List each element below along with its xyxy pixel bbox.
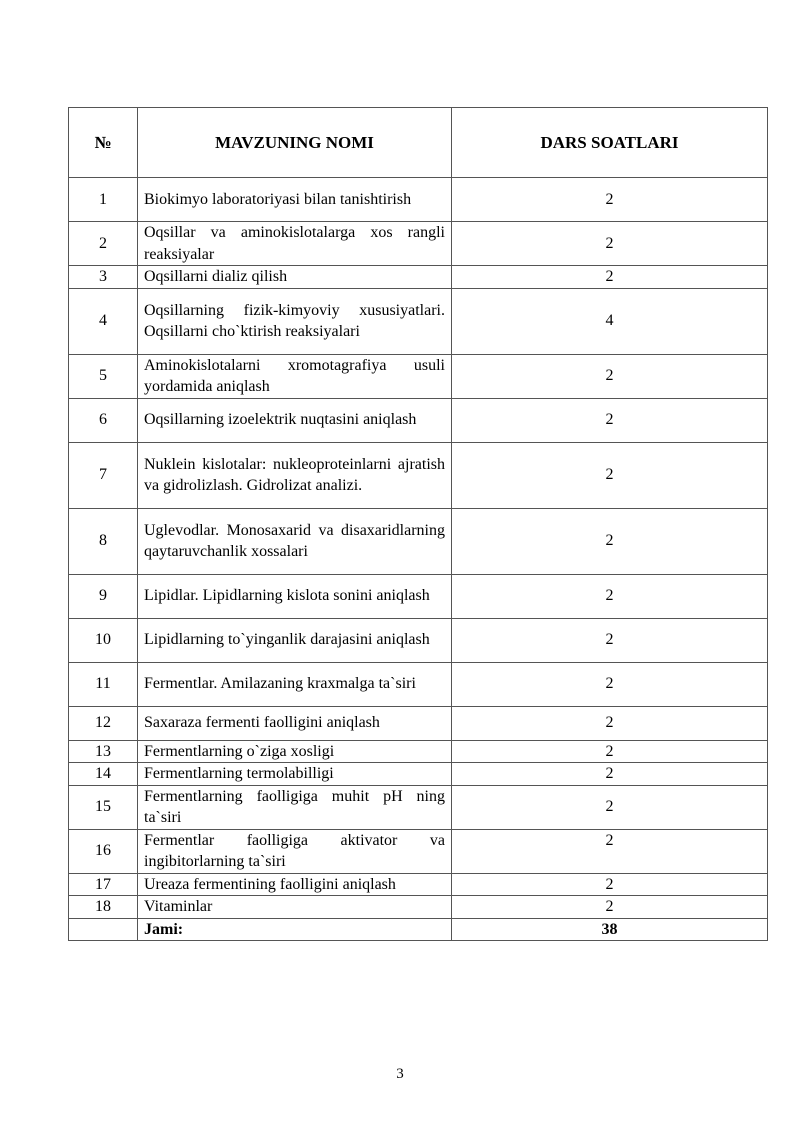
table-row [69,740,768,763]
row-hours: 2 [452,662,768,706]
table-row [69,618,768,662]
total-number-cell [69,918,138,941]
header-hours: DARS SOATLARI [452,108,768,178]
row-topic: Lipidlar. Lipidlarning kislota sonini aniqlash [138,574,452,618]
row-topic: Saxaraza fermenti faolligini aniqlash [138,706,452,740]
page-number: 3 [396,1066,404,1082]
table-row [69,706,768,740]
row-number: 12 [69,706,138,740]
row-hours: 2 [452,266,768,289]
row-hours: 2 [452,574,768,618]
topics-table [68,107,768,941]
row-hours: 2 [452,354,768,398]
row-topic: Biokimyo laboratoriyasi bilan tanishtirish [138,178,452,222]
table-row [69,662,768,706]
row-topic: Oqsillarning fizik-kimyoviy xususiyatlari. Oqsillarni cho`ktirish reaksiyalari [138,288,452,354]
row-hours: 4 [452,288,768,354]
row-topic: Fermentlarning o`ziga xosligi [138,740,452,763]
total-hours: 38 [452,918,768,941]
table-row [69,398,768,442]
row-number: 17 [69,873,138,896]
row-hours: 2 [452,222,768,266]
table-header-row [69,108,768,178]
row-number: 13 [69,740,138,763]
row-topic: Oqsillarni dializ qilish [138,266,452,289]
row-hours: 2 [452,785,768,829]
table-row [69,222,768,266]
row-topic: Fermentlarning termolabilligi [138,763,452,786]
header-number: № [69,108,138,178]
table-row [69,574,768,618]
row-number: 7 [69,442,138,508]
table-row [69,896,768,919]
row-number: 11 [69,662,138,706]
row-number: 10 [69,618,138,662]
table-row [69,763,768,786]
row-topic: Fermentlarning faolligiga muhit pH ning ta`siri [138,785,452,829]
row-hours: 2 [452,740,768,763]
row-hours: 2 [452,398,768,442]
table-row [69,178,768,222]
row-number: 16 [69,829,138,873]
table-row [69,442,768,508]
row-number: 4 [69,288,138,354]
table-total-row [69,918,768,941]
row-hours: 2 [452,763,768,786]
row-topic: Lipidlarning to`yinganlik darajasini aniqlash [138,618,452,662]
row-topic: Aminokislotalarni xromotagrafiya usuli yordamida aniqlash [138,354,452,398]
row-hours: 2 [452,442,768,508]
row-number: 1 [69,178,138,222]
table-row [69,288,768,354]
total-label: Jami: [138,918,452,941]
row-topic: Fermentlar. Amilazaning kraxmalga ta`siri [138,662,452,706]
table-row [69,785,768,829]
row-topic: Oqsillarning izoelektrik nuqtasini aniqlash [138,398,452,442]
row-hours: 2 [452,829,768,873]
row-topic: Uglevodlar. Monosaxarid va disaxaridlarning qaytaruvchanlik xossalari [138,508,452,574]
table-row [69,873,768,896]
row-number: 3 [69,266,138,289]
header-topic: MAVZUNING NOMI [138,108,452,178]
row-number: 8 [69,508,138,574]
row-number: 9 [69,574,138,618]
row-topic: Oqsillar va aminokislotalarga xos rangli reaksiyalar [138,222,452,266]
row-topic: Vitaminlar [138,896,452,919]
row-number: 15 [69,785,138,829]
row-topic: Fermentlar faolligiga aktivator va ingibitorlarning ta`siri [138,829,452,873]
table-row [69,508,768,574]
row-hours: 2 [452,618,768,662]
row-number: 2 [69,222,138,266]
table-row [69,354,768,398]
row-number: 6 [69,398,138,442]
row-topic: Ureaza fermentining faolligini aniqlash [138,873,452,896]
row-number: 14 [69,763,138,786]
row-hours: 2 [452,896,768,919]
table-row [69,266,768,289]
row-hours: 2 [452,508,768,574]
row-topic: Nuklein kislotalar: nukleoproteinlarni ajratish va gidrolizlash. Gidrolizat analizi. [138,442,452,508]
table-row [69,829,768,873]
row-hours: 2 [452,706,768,740]
row-number: 5 [69,354,138,398]
row-hours: 2 [452,873,768,896]
row-hours: 2 [452,178,768,222]
row-number: 18 [69,896,138,919]
